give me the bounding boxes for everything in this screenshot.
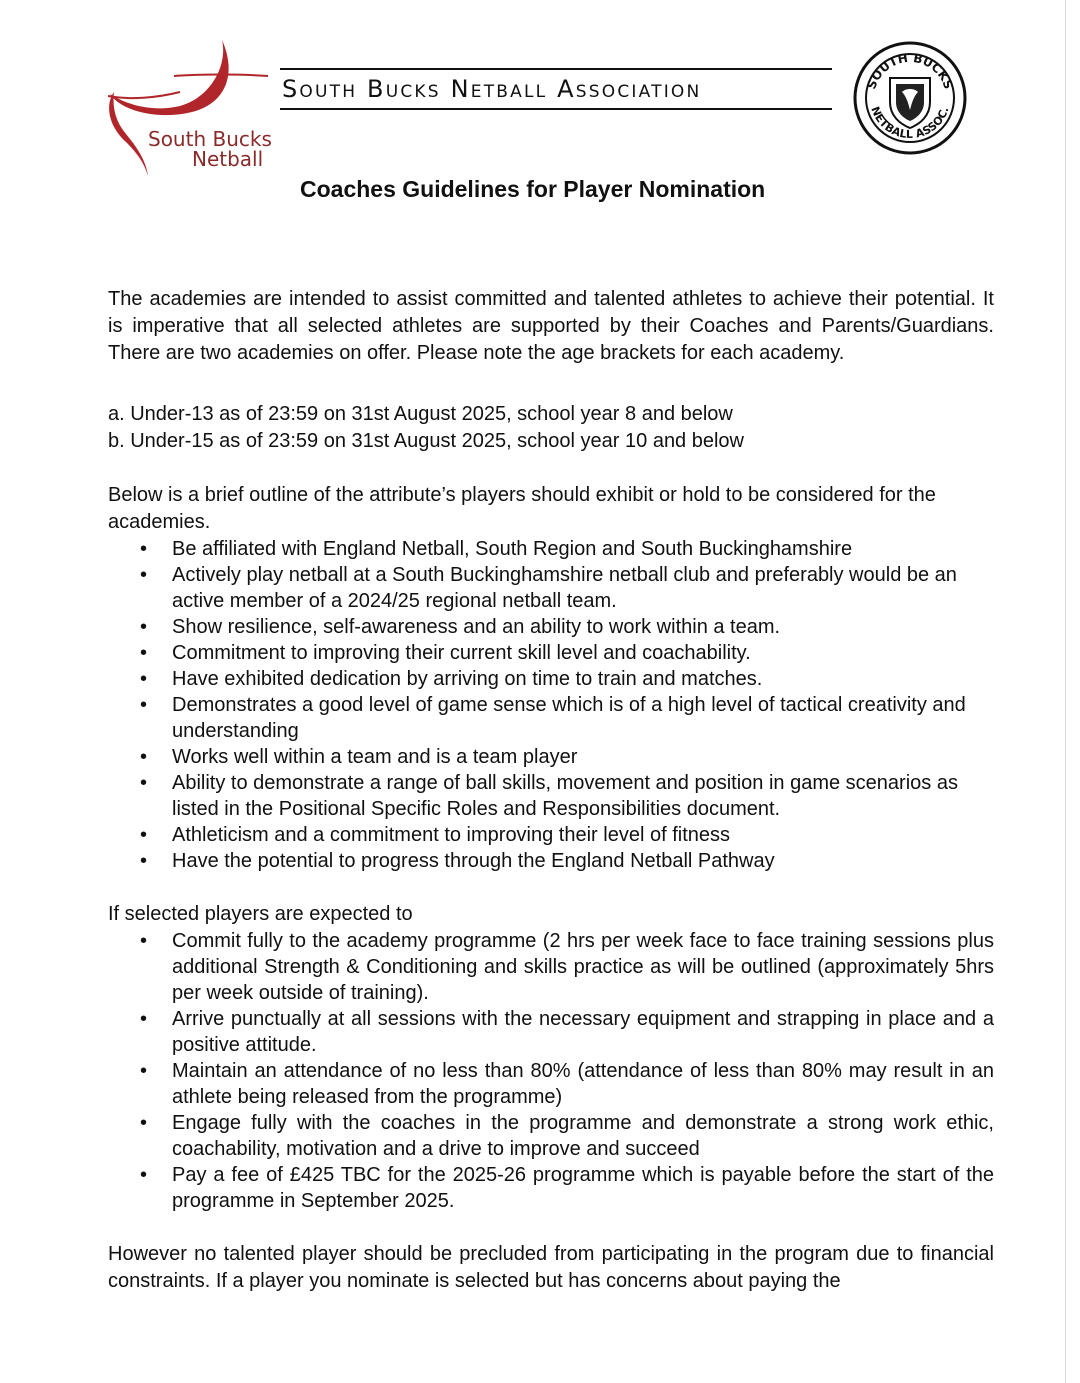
list-item: • Arrive punctually at all sessions with the necessary equipment and strapping in place and a positive attitude. [108, 1006, 994, 1058]
age-bracket-a: a. Under-13 as of 23:59 on 31st August 2025, school year 8 and below [108, 403, 733, 425]
intro-paragraph: The academies are intended to assist committed and talented athletes to achieve their potential. It is imperative that all selected athletes are supported by their Coaches and Parents/Guardians. There are two academies on offer. Please note the age brackets for each academy. [108, 288, 994, 364]
list-item: • Commit fully to the academy programme (2 hrs per week face to face training sessions plus additional Strength & Conditioning and skills practice as will be outlined (approximately 5hrs per week outside of training). [108, 928, 994, 1006]
list-item: • Commitment to improving their current skill level and coachability. [108, 640, 994, 666]
logo-text-line1: South Bucks [148, 127, 272, 151]
list-item: • Athleticism and a commitment to improving their level of fitness [108, 822, 994, 848]
expectations-list [108, 928, 994, 1214]
attributes-intro: Below is a brief outline of the attribute’s players should exhibit or hold to be considered for the academies. [108, 484, 936, 533]
association-name: South Bucks Netball Association [282, 75, 702, 103]
list-item: • Demonstrates a good level of game sense which is of a high level of tactical creativity and understanding [108, 692, 994, 744]
seal-text-top: SOUTH BUCKS [864, 50, 956, 91]
south-bucks-netball-logo [100, 36, 280, 186]
page-edge [1065, 0, 1066, 1383]
list-item: • Have the potential to progress through the England Netball Pathway [108, 848, 994, 874]
list-item: • Works well within a team and is a team player [108, 744, 994, 770]
document-title: Coaches Guidelines for Player Nomination [300, 176, 766, 202]
age-bracket-b: b. Under-15 as of 23:59 on 31st August 2025, school year 10 and below [108, 430, 744, 452]
association-banner [280, 68, 832, 110]
banner-rule-bottom [280, 108, 832, 110]
list-item: • Actively play netball at a South Buckinghamshire netball club and preferably would be an active member of a 2024/25 regional netball team. [108, 562, 994, 614]
list-item: • Engage fully with the coaches in the programme and demonstrate a strong work ethic, coachability, motivation and a drive to improve and succeed [108, 1110, 994, 1162]
closing-paragraph: However no talented player should be precluded from participating in the program due to financial constraints. If a player you nominate is selected but has concerns about paying the [108, 1243, 994, 1292]
list-item: • Maintain an attendance of no less than 80% (attendance of less than 80% may result in an athlete being released from the programme) [108, 1058, 994, 1110]
attributes-list [108, 536, 994, 874]
association-seal [852, 40, 968, 156]
list-item: • Be affiliated with England Netball, South Region and South Buckinghamshire [108, 536, 994, 562]
list-item: • Show resilience, self-awareness and an ability to work within a team. [108, 614, 994, 640]
list-item: • Ability to demonstrate a range of ball skills, movement and position in game scenarios as listed in the Positional Specific Roles and Responsibilities document. [108, 770, 994, 822]
seal-icon [852, 40, 968, 156]
expectations-intro: If selected players are expected to [108, 903, 413, 925]
logo-text-line2: Netball [192, 147, 264, 171]
list-item: • Pay a fee of £425 TBC for the 2025-26 programme which is payable before the start of the programme in September 2025. [108, 1162, 994, 1214]
list-item: • Have exhibited dedication by arriving on time to train and matches. [108, 666, 994, 692]
document-body [108, 286, 994, 1295]
seal-text-bottom: NETBALL ASSOC. [868, 104, 952, 142]
